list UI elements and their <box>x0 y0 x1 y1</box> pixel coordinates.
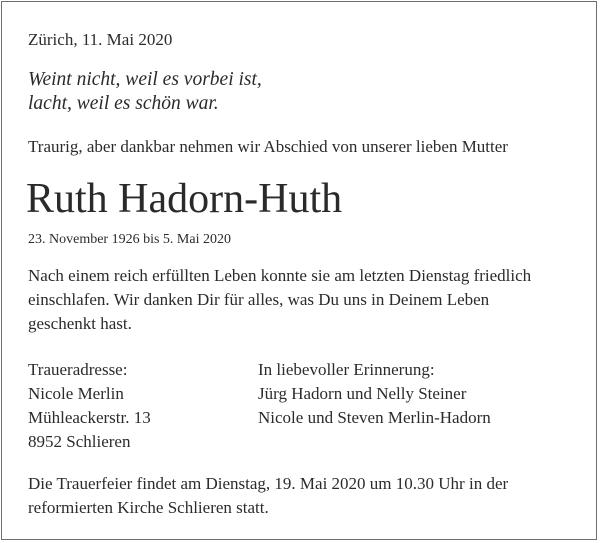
address-name: Nicole Merlin <box>28 384 124 403</box>
intro-text: Traurig, aber dankbar nehmen wir Abschied von unserer lieben Mutter <box>28 137 508 156</box>
motto-quote <box>28 68 262 116</box>
place-date: Zürich, 11. Mai 2020 <box>28 30 173 49</box>
motto-line-2: lacht, weil es schön war. <box>28 93 219 114</box>
mourning-address <box>28 358 151 454</box>
in-memory-block <box>258 358 491 430</box>
funeral-line-1: Die Trauerfeier findet am Dienstag, 19. Mai 2020 um 10.30 Uhr in der <box>28 474 509 493</box>
funeral-line-2: reformierten Kirche Schlieren statt. <box>28 498 269 517</box>
memory-line-2: Nicole und Steven Merlin-Hadorn <box>258 408 491 427</box>
funeral-info <box>28 472 508 520</box>
motto-line-1: Weint nicht, weil es vorbei ist, <box>28 69 262 90</box>
notice-frame <box>1 1 597 540</box>
life-dates: 23. November 1926 bis 5. Mai 2020 <box>28 232 231 247</box>
message-line-3: geschenkt hast. <box>28 314 132 333</box>
memory-line-1: Jürg Hadorn und Nelly Steiner <box>258 384 467 403</box>
address-label: Traueradresse: <box>28 360 128 379</box>
message-line-2: einschlafen. Wir danken Dir für alles, was Du uns in Deinem Leben <box>28 290 490 309</box>
message-line-1: Nach einem reich erfüllten Leben konnte sie am letzten Dienstag friedlich <box>28 266 532 285</box>
memory-label: In liebevoller Erinnerung: <box>258 360 435 379</box>
address-city: 8952 Schlieren <box>28 432 131 451</box>
deceased-name: Ruth Hadorn-Huth <box>26 176 343 222</box>
message-paragraph <box>28 264 580 336</box>
address-street: Mühleackerstr. 13 <box>28 408 151 427</box>
